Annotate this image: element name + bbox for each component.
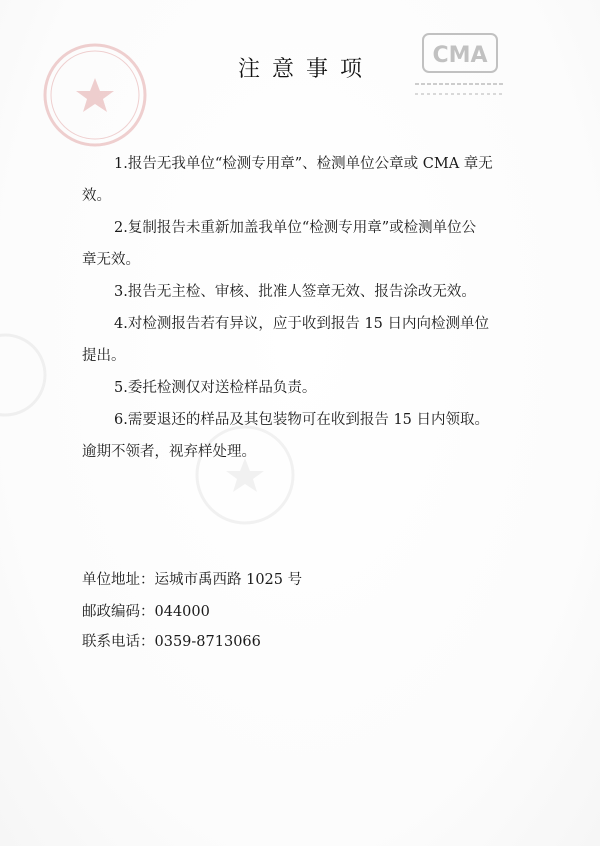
notice-item — [82, 308, 512, 372]
notice-item-line1: 5.委托检测仅对送检样品负责。 — [114, 380, 317, 396]
notice-item-line1: 2.复制报告未重新加盖我单位“检测专用章”或检测单位公 — [114, 220, 477, 236]
notice-item — [82, 404, 512, 468]
notice-item-line1: 6.需要退还的样品及其包装物可在收到报告 15 日内领取。 — [114, 412, 490, 428]
notice-item-line2: 提出。 — [82, 348, 126, 364]
address-line: 单位地址：运城市禹西路 1025 号 — [82, 572, 303, 588]
notice-item — [82, 372, 512, 404]
page-title: 注意事项 — [237, 57, 374, 82]
faint-edge-seal-mark — [0, 330, 50, 420]
notice-item-line1: 1.报告无我单位“检测专用章”、检测单位公章或 CMA 章无 — [114, 156, 493, 172]
postcode-line: 邮政编码：044000 — [82, 604, 210, 620]
cma-stamp-text: CMA — [432, 43, 488, 68]
notice-item-line1: 4.对检测报告若有异议，应于收到报告 15 日内向检测单位 — [114, 316, 490, 332]
notice-item-line2: 效。 — [82, 188, 111, 204]
notice-item — [82, 276, 512, 308]
notice-item — [82, 212, 512, 276]
notice-item — [82, 148, 512, 212]
notice-item-line2: 逾期不领者，视弃样处理。 — [82, 444, 256, 460]
notice-item-line2: 章无效。 — [82, 252, 140, 268]
phone-line: 联系电话：0359-8713066 — [82, 634, 261, 650]
notice-item-line1: 3.报告无主检、审核、批准人签章无效、报告涂改无效。 — [114, 284, 476, 300]
